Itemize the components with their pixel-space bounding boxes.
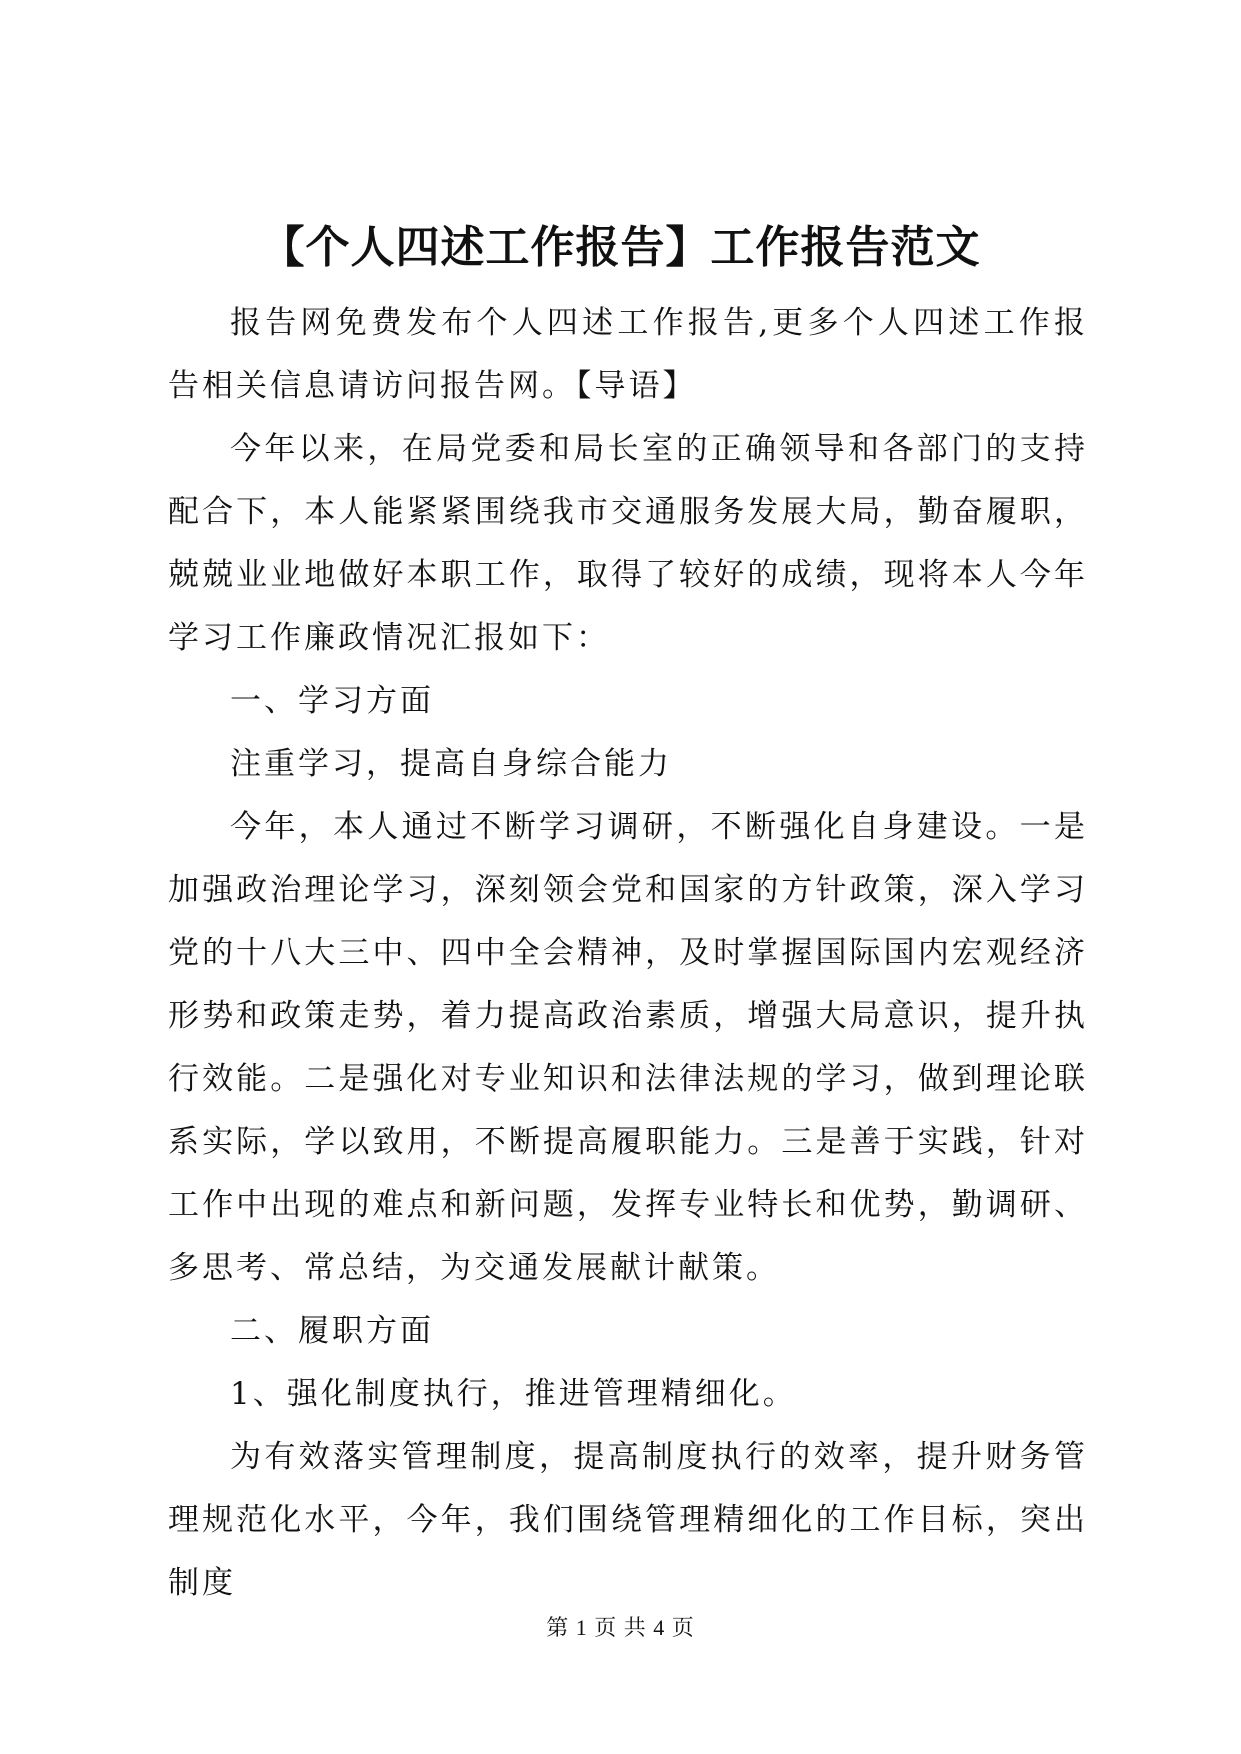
document-body	[168, 292, 1088, 1615]
subheading-study: 注重学习，提高自身综合能力	[230, 746, 672, 782]
page-footer: 第 1 页 共 4 页	[546, 1615, 695, 1640]
document-title: 【个人四述工作报告】工作报告范文	[260, 222, 981, 273]
paragraph-duty-1: 为有效落实管理制度，提高制度执行的效率，提升财务管理规范化水平，今年，我们围绕管理精细化的工作目标，突出制度	[168, 1439, 1088, 1601]
section-heading-study: 一、学习方面	[230, 683, 434, 719]
paragraph-study: 今年，本人通过不断学习调研，不断强化自身建设。一是加强政治理论学习，深刻领会党和国家的方针政策，深入学习党的十八大三中、四中全会精神，及时掌握国际国内宏观经济形势和政策走势，着力提高政治素质，增强大局意识，提升执行效能。二是强化对专业知识和法律法规的学习，做到理论联系实际，学以致用，不断提高履职能力。三是善于实践，针对工作中出现的难点和新问题，发挥专业特长和优势，勤调研、多思考、常总结，为交通发展献计献策。	[168, 809, 1088, 1286]
paragraph-summary: 今年以来，在局党委和局长室的正确领导和各部门的支持配合下，本人能紧紧围绕我市交通服务发展大局，勤奋履职，兢兢业业地做好本职工作，取得了较好的成绩，现将本人今年学习工作廉政情况汇报如下：	[168, 431, 1088, 656]
subheading-duty-1: 1、强化制度执行，推进管理精细化。	[230, 1376, 797, 1412]
section-heading-duty: 二、履职方面	[230, 1313, 434, 1349]
paragraph-intro: 报告网免费发布个人四述工作报告,更多个人四述工作报告相关信息请访问报告网。【导语】	[168, 305, 1088, 404]
